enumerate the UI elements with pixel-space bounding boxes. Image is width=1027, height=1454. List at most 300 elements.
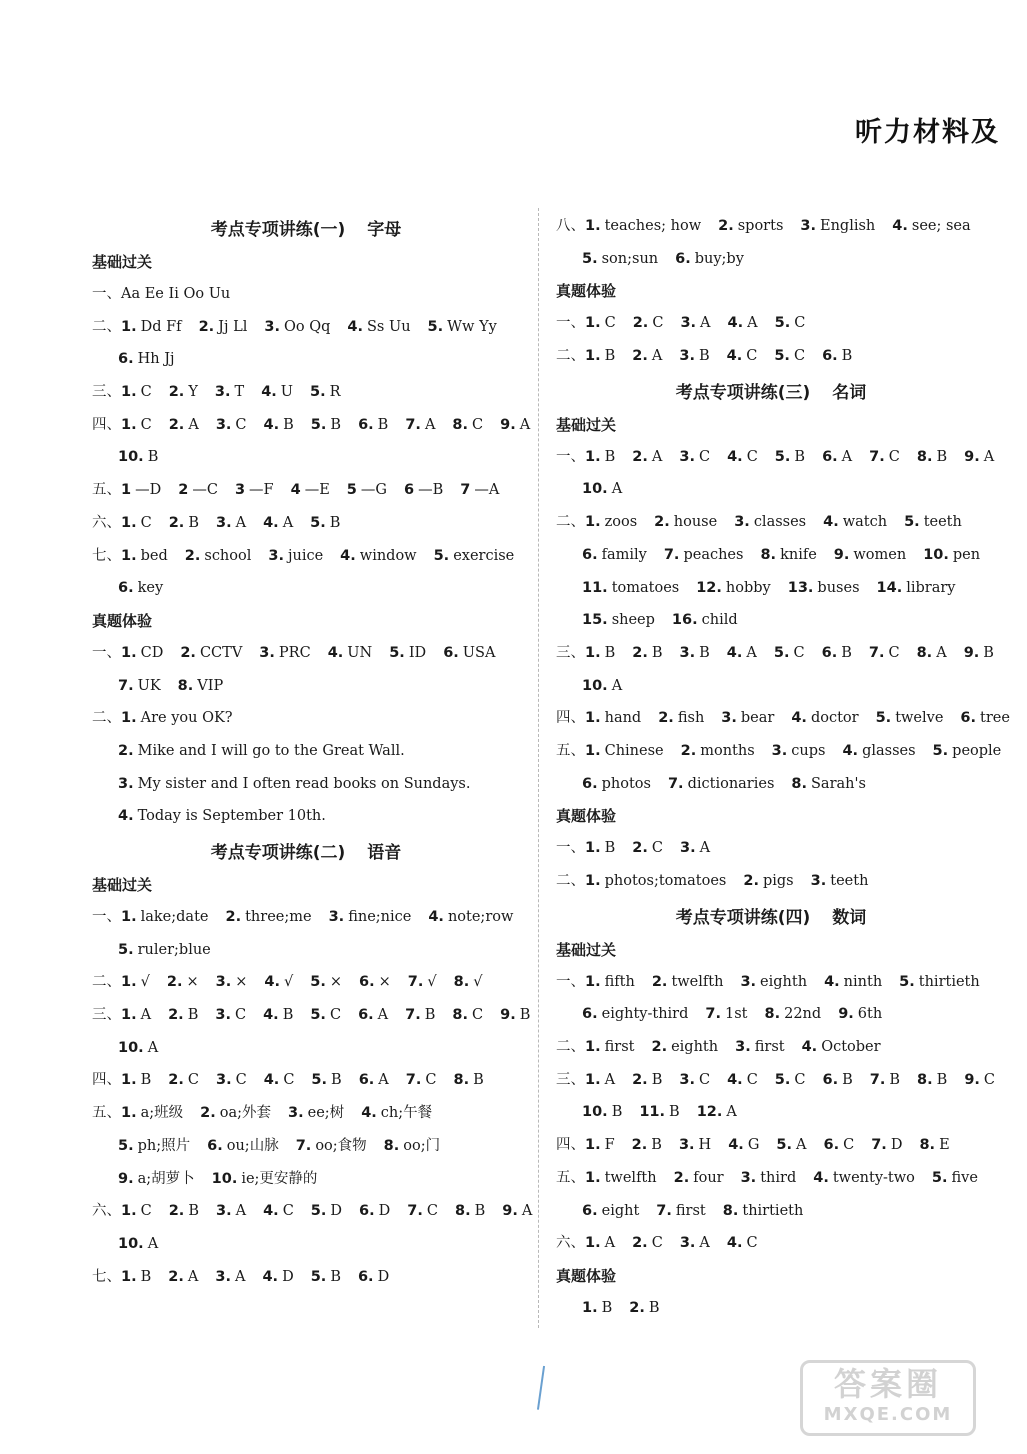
answer-value: C	[235, 1072, 247, 1089]
answer-value: —B	[418, 482, 444, 499]
answer-line	[556, 1227, 986, 1260]
answer-value: A	[234, 1268, 246, 1285]
answer-number: 1.	[121, 1072, 137, 1089]
answer-item	[406, 1072, 437, 1088]
answer-value: C	[794, 315, 806, 332]
answer-item	[679, 348, 709, 364]
answer-item	[404, 482, 443, 498]
answer-item	[434, 548, 515, 564]
answer-item	[585, 1039, 634, 1055]
answer-item	[582, 776, 651, 792]
answer-value: B	[187, 1007, 199, 1024]
answer-value: A	[235, 1203, 247, 1220]
question-group-label: 六、	[556, 1235, 585, 1252]
answer-line	[556, 539, 986, 572]
answer-value: hobby	[725, 579, 771, 596]
answer-number: 2.	[651, 973, 668, 990]
answer-value: C	[983, 1071, 996, 1088]
answer-value: knife	[780, 546, 817, 563]
answer-number: 8.	[177, 677, 194, 694]
answer-value: twelve	[895, 710, 944, 727]
answer-number: 3.	[735, 1039, 751, 1056]
answer-item	[743, 873, 793, 889]
answer-number: 6.	[823, 1137, 840, 1154]
answer-item	[838, 1006, 882, 1022]
answer-item	[121, 1072, 151, 1088]
answer-number: 1.	[585, 348, 601, 365]
answer-item	[405, 417, 435, 433]
answer-item	[118, 1040, 158, 1056]
answer-item	[502, 1203, 532, 1219]
answer-item	[668, 776, 774, 792]
answer-value: A	[747, 315, 758, 332]
answer-item	[721, 710, 774, 726]
answer-line	[92, 474, 520, 507]
answer-number: 5.	[310, 974, 326, 991]
question-group-label: 二、	[92, 710, 121, 727]
answer-value: B	[699, 644, 710, 661]
answer-item	[168, 1072, 199, 1088]
subsection-heading: 基础过关	[556, 415, 617, 434]
answer-value: C	[793, 644, 805, 661]
answer-line	[92, 311, 520, 344]
answer-number: 4.	[801, 1039, 818, 1056]
answer-item	[121, 974, 150, 990]
question-group-label: 四、	[556, 1137, 585, 1154]
answer-number: 6.	[675, 250, 691, 267]
answer-value: D	[890, 1137, 903, 1154]
answer-item	[774, 645, 805, 661]
answer-value: A	[282, 514, 294, 531]
answer-value: thirtieth	[742, 1202, 804, 1219]
answer-value: ruler;blue	[137, 941, 211, 958]
answer-number: 5.	[310, 1268, 327, 1285]
answer-value: A	[604, 1071, 616, 1088]
answer-number: 8.	[764, 1006, 781, 1023]
answer-item	[664, 547, 744, 563]
answer-item	[428, 909, 513, 925]
answer-value: eight	[601, 1202, 640, 1219]
answer-value: Oo Qq	[283, 318, 331, 335]
answer-item	[834, 547, 906, 563]
answer-value: a;胡萝卜	[137, 1170, 195, 1187]
answer-item	[774, 348, 805, 364]
answer-item	[118, 1138, 190, 1154]
question-group-label: 四、	[92, 416, 121, 433]
answer-item	[632, 1072, 662, 1088]
answer-item	[775, 315, 806, 331]
answer-line	[556, 735, 1002, 768]
answer-number: 4.	[727, 448, 743, 465]
answer-item	[454, 1072, 484, 1088]
answer-number: 2.	[632, 840, 648, 857]
answer-value: oo;门	[403, 1137, 441, 1154]
question-group-label: 二、	[92, 974, 121, 991]
answer-number: 5.	[932, 742, 949, 759]
answer-number: 2.	[180, 644, 196, 661]
answer-value: C	[235, 416, 247, 433]
answer-line	[556, 1195, 986, 1228]
answer-item	[264, 417, 294, 433]
answer-line	[92, 1163, 520, 1196]
answer-item	[259, 645, 310, 661]
answer-value: D	[378, 1203, 391, 1220]
answer-value: classes	[753, 514, 807, 531]
answer-number: 1.	[585, 514, 601, 531]
answer-value: √	[427, 974, 437, 991]
answer-item	[585, 840, 615, 856]
answer-item	[235, 482, 274, 498]
answer-item	[585, 449, 615, 465]
answer-item	[652, 974, 724, 990]
answer-item	[340, 548, 416, 564]
answer-value: eighty-third	[601, 1006, 689, 1023]
answer-item	[680, 315, 710, 331]
answer-number: 2.	[632, 1235, 648, 1252]
answer-value: B	[651, 1071, 663, 1088]
answer-number: 10.	[582, 481, 608, 498]
answer-item	[167, 974, 199, 990]
answer-item	[582, 1203, 639, 1219]
answer-number: 4.	[263, 416, 280, 433]
answer-value: thirtieth	[918, 973, 980, 990]
question-group-label: 一、	[92, 909, 121, 925]
answer-value: R	[329, 384, 341, 401]
answer-line	[92, 934, 520, 967]
answer-item	[500, 1007, 530, 1023]
answer-value: B	[842, 1071, 853, 1088]
answer-number: 7.	[871, 1137, 887, 1154]
answer-item	[455, 1203, 485, 1219]
answer-number: 5.	[899, 973, 915, 990]
answer-item	[582, 481, 622, 497]
answer-item	[215, 1007, 246, 1023]
answer-item	[822, 449, 852, 465]
answer-value: note;row	[447, 909, 514, 925]
answer-item	[169, 1203, 199, 1219]
question-group-label: 六、	[92, 514, 121, 531]
answer-value: three;me	[245, 909, 312, 925]
answer-item	[452, 417, 483, 433]
answer-number: 3.	[679, 1235, 696, 1252]
question-group-label: 四、	[92, 1072, 121, 1089]
answer-number: 1.	[585, 1137, 601, 1154]
answer-number: 6.	[358, 1007, 374, 1024]
answer-number: 6.	[822, 448, 838, 465]
answer-item	[310, 384, 341, 400]
answer-value: Today is September 10th.	[137, 808, 326, 825]
answer-item	[121, 1105, 183, 1121]
answer-number: 3	[234, 482, 246, 499]
answer-number: 8.	[760, 546, 777, 563]
answer-number: 4.	[340, 547, 356, 564]
answer-number: 2.	[168, 384, 185, 401]
answer-item	[735, 1039, 784, 1055]
answer-number: 5.	[118, 941, 134, 958]
answer-value: Are you OK?	[140, 710, 233, 727]
answer-value: Ww Yy	[447, 318, 497, 335]
answer-number: 4	[290, 482, 301, 499]
answer-value: C	[140, 1203, 152, 1220]
answer-item	[892, 218, 970, 234]
answer-number: 9.	[963, 644, 980, 661]
answer-value: —F	[249, 482, 274, 499]
answer-value: √	[284, 974, 294, 991]
answer-item	[169, 515, 199, 531]
answer-value: months	[700, 742, 755, 759]
answer-value: ph;照片	[137, 1137, 191, 1154]
answer-item	[632, 1137, 662, 1153]
answer-line	[556, 307, 986, 340]
answer-number: 9.	[838, 1006, 854, 1023]
answer-value: tree	[980, 710, 1010, 727]
answer-number: 3.	[215, 416, 232, 433]
answer-value: B	[519, 1007, 531, 1024]
answer-number: 2.	[200, 1105, 216, 1122]
answer-value: ninth	[843, 973, 883, 990]
answer-item	[361, 1105, 432, 1121]
answer-item	[288, 1105, 344, 1121]
answer-number: 6.	[358, 416, 374, 433]
answer-value: buses	[817, 579, 860, 596]
answer-value: CD	[140, 644, 164, 661]
answer-number: 3.	[679, 644, 696, 661]
answer-number: 6.	[582, 775, 598, 792]
subsection-heading: 真题体验	[556, 1266, 617, 1285]
answer-item	[121, 482, 161, 498]
answer-number: 4.	[728, 1137, 744, 1154]
answer-value: C	[888, 644, 900, 661]
question-group-label: 一、	[556, 840, 585, 857]
question-group-label: 一、	[92, 286, 121, 302]
answer-line	[92, 507, 520, 540]
answer-value: Chinese	[604, 742, 664, 759]
answer-item	[121, 1269, 151, 1285]
answer-item	[311, 417, 341, 433]
answer-number: 5.	[773, 644, 790, 661]
answer-value: B	[282, 1007, 294, 1024]
answer-line	[92, 768, 520, 801]
answer-item	[776, 1137, 806, 1153]
answer-item	[964, 449, 994, 465]
answer-value: C	[746, 1071, 758, 1088]
answer-value: C	[234, 1007, 247, 1024]
answer-number: 8.	[919, 1137, 936, 1154]
question-group-label: 一、	[556, 973, 585, 990]
answer-item	[264, 974, 293, 990]
answer-number: 7.	[667, 775, 684, 792]
answer-value: ou;山脉	[226, 1137, 279, 1154]
answer-number: 6.	[207, 1137, 223, 1154]
answer-number: 2.	[168, 416, 185, 433]
answer-item	[727, 645, 757, 661]
answer-item	[121, 645, 163, 661]
answer-item	[632, 840, 663, 856]
answer-number: 3.	[740, 973, 757, 990]
answer-number: 9.	[964, 448, 980, 465]
answer-number: 5	[346, 482, 357, 499]
answer-number: 3.	[679, 448, 695, 465]
answer-number: 3.	[215, 1203, 232, 1220]
answer-number: 1.	[585, 1039, 601, 1056]
answer-value: ×	[235, 974, 248, 991]
answer-value: A	[187, 1268, 199, 1285]
answer-number: 1.	[121, 1268, 137, 1285]
answer-value: a;班级	[140, 1105, 184, 1122]
answer-item	[310, 974, 342, 990]
answer-item	[585, 873, 726, 889]
answer-value: C	[843, 1137, 855, 1154]
answer-value: B	[604, 448, 616, 465]
answer-number: 5.	[389, 644, 405, 661]
answer-number: 5.	[118, 1137, 134, 1154]
answer-line	[556, 1129, 986, 1162]
answer-item	[118, 580, 163, 596]
answer-line	[92, 735, 520, 768]
answer-number: 3.	[810, 873, 827, 889]
answer-number: 3.	[678, 1137, 695, 1154]
answer-item	[633, 315, 664, 331]
answer-value: B	[698, 348, 710, 365]
answer-item	[121, 286, 230, 302]
answer-value: D	[330, 1203, 343, 1220]
answer-line	[556, 1292, 986, 1325]
answer-item	[800, 218, 875, 234]
answer-item	[582, 547, 647, 563]
answer-number: 10.	[211, 1170, 238, 1187]
answer-item	[923, 547, 980, 563]
answer-number: 1.	[585, 1169, 601, 1186]
answer-item	[802, 1039, 881, 1055]
answer-value: Dd Ff	[140, 318, 182, 335]
answer-item	[917, 1072, 947, 1088]
question-group-label: 三、	[556, 644, 585, 661]
answer-item	[585, 1072, 615, 1088]
answer-item	[185, 548, 252, 564]
answer-line	[556, 1096, 986, 1129]
answer-value: Sarah's	[811, 775, 866, 792]
section-title-label: 考点专项讲练(一)	[210, 220, 346, 240]
section-title	[556, 902, 986, 934]
question-group-label: 三、	[92, 1007, 121, 1024]
answer-item	[168, 1007, 198, 1023]
answer-item	[718, 218, 783, 234]
answer-value: ×	[329, 974, 343, 991]
answer-value: Aa Ee Ii Oo Uu	[121, 286, 231, 302]
answer-value: glasses	[862, 742, 916, 759]
answer-value: A	[611, 481, 623, 498]
answer-value: photos	[601, 775, 651, 792]
answer-line	[556, 768, 986, 801]
answer-value: Ss Uu	[366, 318, 411, 335]
answer-value: A	[235, 514, 247, 531]
answer-number: 4.	[263, 1007, 279, 1024]
answer-number: 3.	[679, 840, 696, 857]
answer-number: 3.	[259, 644, 275, 661]
answer-item	[870, 1072, 900, 1088]
answer-item	[697, 1104, 737, 1120]
answer-number: 7.	[868, 644, 885, 661]
answer-number: 10.	[118, 1235, 144, 1252]
answer-number: 3.	[734, 514, 750, 531]
answer-number: 5.	[774, 348, 790, 365]
answer-value: B	[140, 1072, 152, 1089]
answer-line	[556, 340, 986, 373]
answer-item	[291, 482, 330, 498]
answer-number: 6.	[822, 1071, 839, 1088]
answer-number: 10.	[118, 1039, 144, 1056]
answer-number: 6.	[582, 546, 598, 563]
answer-line	[92, 702, 520, 735]
answer-value: cups	[791, 742, 826, 759]
answer-value: son;sun	[601, 250, 659, 267]
answer-number: 2.	[631, 1137, 648, 1154]
answer-value: fine;nice	[348, 909, 412, 925]
answer-item	[869, 645, 900, 661]
answer-item	[696, 580, 771, 596]
section-title-label: 考点专项讲练(二)	[210, 843, 346, 863]
section-title	[556, 377, 986, 409]
answer-number: 3.	[679, 348, 695, 365]
answer-value: bear	[740, 710, 775, 727]
answer-value: C	[282, 1203, 294, 1220]
answer-item	[168, 1269, 198, 1285]
answer-value: October	[821, 1039, 881, 1056]
answer-value: B	[604, 840, 616, 857]
answer-item	[329, 909, 412, 925]
answer-value: pigs	[762, 873, 794, 889]
answer-number: 1.	[121, 1203, 137, 1220]
question-group-label: 一、	[92, 644, 121, 661]
answer-number: 1.	[585, 873, 601, 889]
answer-item	[741, 1170, 797, 1186]
answer-value: Y	[188, 384, 198, 401]
answer-value: B	[283, 416, 294, 433]
answer-item	[310, 515, 340, 531]
answer-item	[728, 1137, 759, 1153]
answer-value: B	[601, 1299, 613, 1316]
answer-number: 1.	[585, 710, 601, 727]
answer-number: 6	[403, 482, 415, 499]
answer-number: 8.	[383, 1137, 400, 1154]
answer-item	[672, 612, 738, 628]
answer-number: 7.	[663, 546, 680, 563]
answer-value: Hh Jj	[137, 351, 175, 368]
answer-item	[264, 319, 330, 335]
answer-number: 2.	[198, 318, 215, 335]
answer-value: —A	[474, 482, 500, 499]
section-title-label: 考点专项讲练(三)	[675, 382, 811, 403]
answer-item	[675, 251, 744, 267]
answer-item	[460, 482, 499, 498]
answer-value: C	[472, 1007, 484, 1024]
answer-item	[842, 743, 915, 759]
answer-number: 1.	[121, 1105, 137, 1122]
answer-value: B	[604, 348, 616, 365]
answer-number: 2.	[168, 1007, 184, 1024]
answer-number: 6.	[357, 1268, 374, 1285]
answer-number: 2.	[632, 1071, 648, 1088]
answer-value: A	[519, 416, 531, 433]
answer-number: 11.	[582, 579, 608, 596]
answer-item	[656, 1203, 705, 1219]
answer-value: U	[280, 384, 294, 401]
answer-number: 8.	[791, 775, 807, 792]
answer-item	[359, 1203, 390, 1219]
answer-number: 3.	[215, 974, 232, 991]
answer-value: twelfth	[671, 973, 724, 990]
answer-number: 2.	[632, 348, 648, 365]
